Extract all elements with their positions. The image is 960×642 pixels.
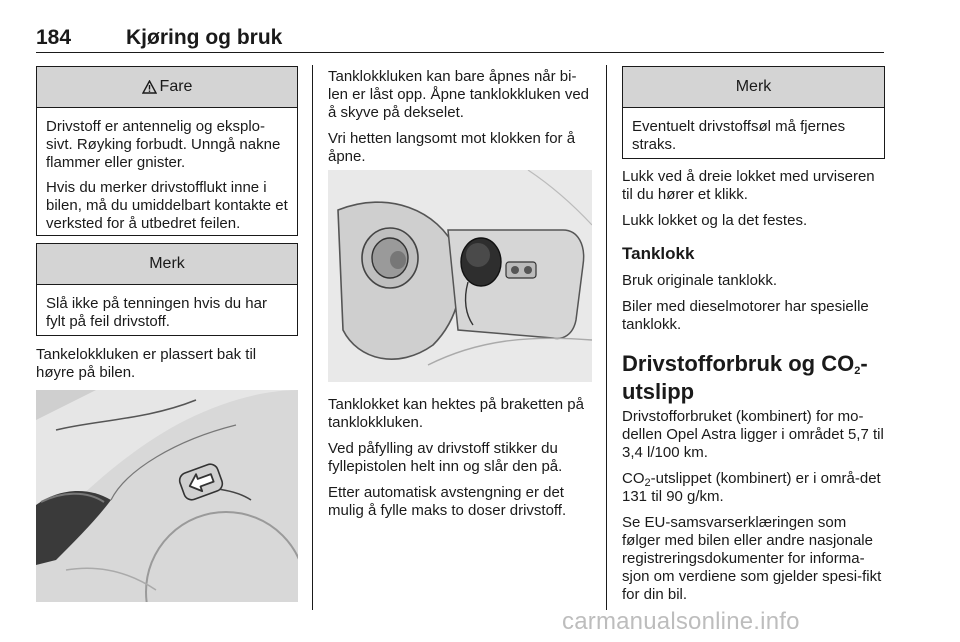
fuel-cap-open-illustration [328, 170, 592, 382]
consumption-heading: Drivstofforbruk og $CO_2$-utslipp [622, 351, 868, 404]
page-title: Kjøring og bruk [126, 26, 283, 49]
car-rear-illustration [36, 390, 298, 602]
diesel-caps-paragraph: Biler med dieselmotorer har spesielle tanklokk. [622, 298, 869, 333]
note-box-1-header [37, 244, 297, 285]
note-box-1-title: Merk [149, 255, 185, 272]
warning-triangle-icon [142, 80, 157, 94]
autostop-paragraph: Etter automatisk avstengning er det mulig å fylle maks to doser drivstoff. [328, 484, 567, 519]
eu-declaration-paragraph: Se EU-samsvarserklæringen som følger med bilen eller andre nasjonale registreringsdokumenter for informa-sjon om verdiene som gjelder spesi-fikt for din bil. [622, 514, 882, 603]
column-divider-2 [606, 65, 607, 610]
note-1-paragraph: Slå ikke på tenningen hvis du har fylt på feil drivstoff. [46, 295, 267, 330]
danger-box-header [37, 67, 297, 108]
page-number: 184 [36, 26, 72, 49]
co2-paragraph: $CO_2$-utslippet (kombinert) er i områ-det 131 til 90 g/km. [622, 470, 881, 505]
danger-paragraph-1: Drivstoff er antennelig og eksplo-sivt. Røyking forbudt. Unngå nakne flammer eller gnister. [46, 118, 281, 171]
turn-paragraph: Vri hetten langsomt mot klokken for å åpne. [328, 130, 576, 165]
danger-box-title: Fare [159, 78, 193, 95]
nozzle-paragraph: Ved påfylling av drivstoff stikker du fyllepistolen helt inn og slår den på. [328, 440, 563, 475]
unlock-paragraph: Tanklokkluken kan bare åpnes når bi-len er låst opp. Åpne tanklokkluken ved å skyve på dekselet. [328, 68, 589, 121]
note-box-2 [622, 66, 885, 159]
original-caps-paragraph: Bruk originale tanklokk. [622, 272, 778, 289]
consumption-paragraph: Drivstofforbruket (kombinert) for mo-dellen Opel Astra ligger i området 5,7 til 3,4 l/100 km. [622, 408, 884, 461]
close-paragraph: Lukk ved å dreie lokket med urviseren til du hører et klikk. [622, 168, 875, 203]
note-box-1 [36, 243, 298, 336]
column-divider-1 [312, 65, 313, 610]
lock-paragraph: Lukk lokket og la det festes. [622, 212, 808, 229]
tanklokk-heading: Tanklokk [622, 244, 695, 263]
hook-paragraph: Tanklokket kan hektes på braketten på tanklokkluken. [328, 396, 584, 431]
danger-paragraph-2: Hvis du merker drivstofflukt inne i bilen, må du umiddelbart kontakte et verksted for å utbedret feilen. [46, 179, 288, 232]
danger-box [36, 66, 298, 236]
fuel-cap-illustration [328, 170, 592, 382]
page-header [36, 26, 884, 53]
note-box-2-title: Merk [735, 78, 772, 95]
watermark: carmanualsonline.info [562, 608, 800, 635]
location-paragraph: Tankelokkluken er plassert bak til høyre på bilen. [36, 346, 257, 381]
note-2-paragraph: Eventuelt drivstoffsøl må fjernes straks. [632, 118, 846, 153]
note-box-2-header [623, 67, 884, 108]
car-fuel-flap-illustration [36, 390, 298, 602]
